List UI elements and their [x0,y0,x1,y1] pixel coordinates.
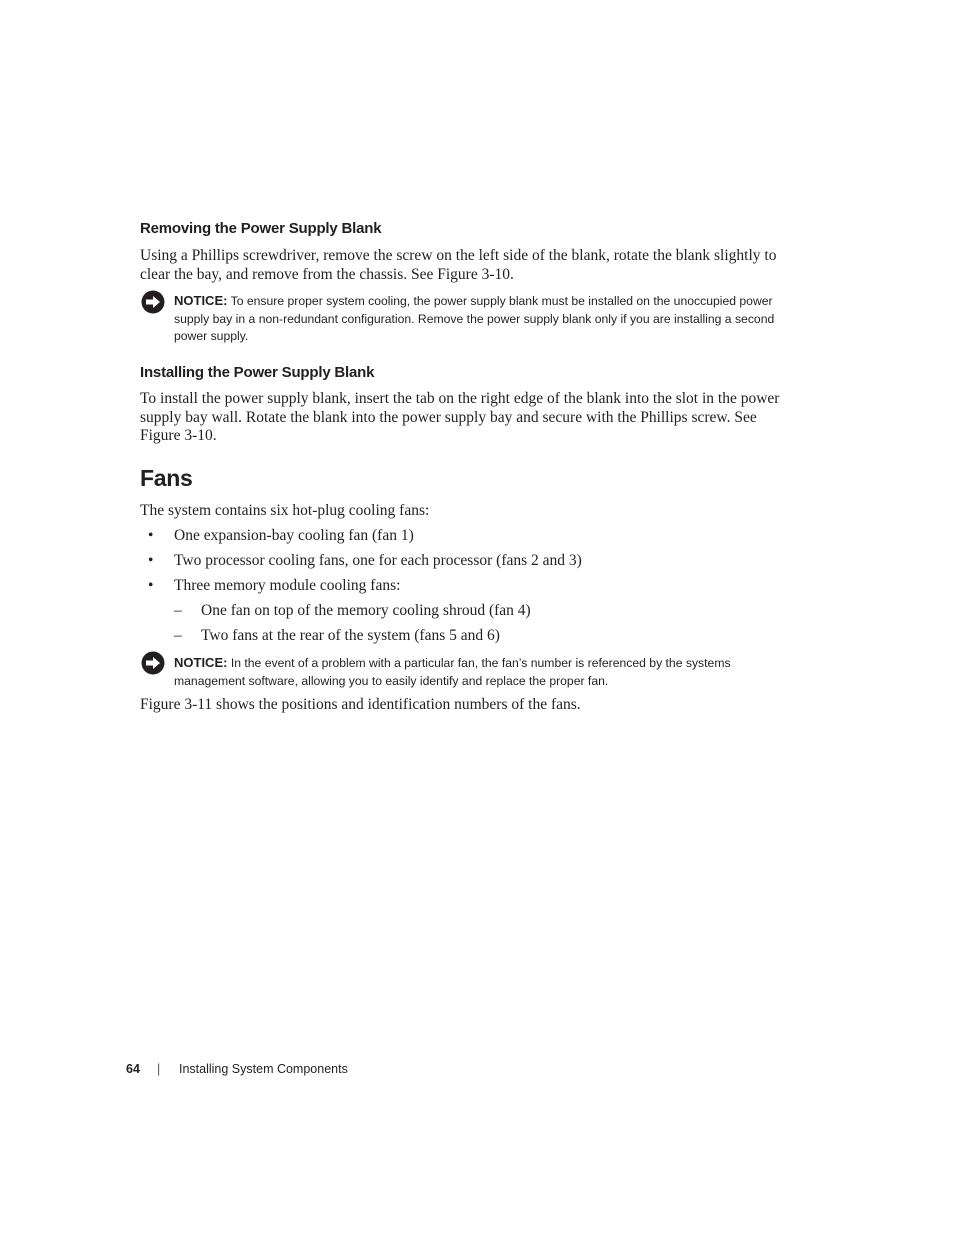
paragraph-line: clear the bay, and remove from the chassis. See Figure 3-10. [140,265,514,283]
footer-section-title: Installing System Components [179,1062,348,1076]
notice-text: supply bay in a non-redundant configuration. Remove the power supply blank only if you are installing a second [174,311,775,326]
paragraph-line: To install the power supply blank, insert the tab on the right edge of the blank into the slot in the power [140,390,780,407]
notice-text: To ensure proper system cooling, the power supply blank must be installed on the unoccupied power [227,294,773,308]
footer-separator: | [157,1062,161,1076]
bullet-mark: • [148,577,154,594]
list-item [148,527,153,546]
notice-text: power supply. [174,329,249,343]
list-item [148,577,153,596]
notice-text: management software, allowing you to easily identify and replace the proper fan. [174,673,609,688]
notice-label: NOTICE: [174,293,228,308]
sub-list-item-text: Two fans at the rear of the system (fans 5 and 6) [201,627,500,644]
sub-list-item [174,602,182,621]
notice-text: In the event of a problem with a particular fan, the fan’s number is referenced by the systems [227,656,731,670]
notice-cooling [174,292,814,346]
page-number: 64 [126,1062,140,1076]
section-heading-installing: Installing the Power Supply Blank [140,364,375,381]
section-heading-removing: Removing the Power Supply Blank [140,220,382,237]
fans-title: Fans [140,465,193,491]
bullet-mark: • [148,527,154,544]
dash-mark: – [174,627,182,644]
paragraph-installing [140,390,830,446]
notice-arrow-icon [141,290,165,314]
sub-list-item [174,627,182,646]
fans-intro: The system contains six hot-plug cooling fans: [140,502,430,519]
paragraph-line: supply bay wall. Rotate the blank into the power supply bay and secure with the Phillips screw. See [140,408,757,426]
notice-arrow-icon [141,651,165,675]
paragraph-line: Using a Phillips screwdriver, remove the screw on the left side of the blank, rotate the blank slightly to [140,247,777,264]
notice-label: NOTICE: [174,655,228,670]
fans-closing: Figure 3-11 shows the positions and identification numbers of the fans. [140,696,581,713]
paragraph-line: Figure 3-10. [140,427,217,444]
notice-fan-number [174,654,814,690]
sub-list-item-text: One fan on top of the memory cooling shroud (fan 4) [201,602,531,619]
list-item-text: Two processor cooling fans, one for each processor (fans 2 and 3) [174,552,582,569]
dash-mark: – [174,602,182,619]
bullet-mark: • [148,552,154,569]
list-item [148,552,153,571]
list-item-text: Three memory module cooling fans: [174,577,401,594]
paragraph-removing [140,247,820,284]
list-item-text: One expansion-bay cooling fan (fan 1) [174,527,414,544]
